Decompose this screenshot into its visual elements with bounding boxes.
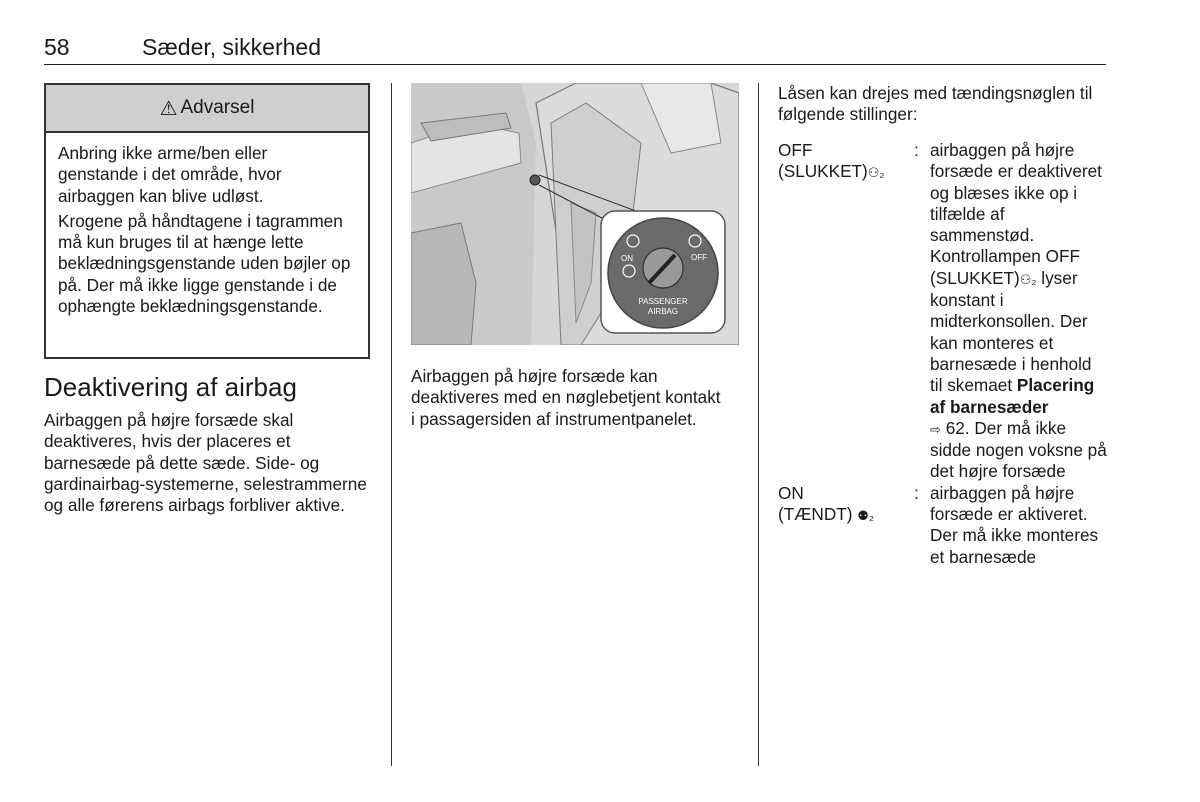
airbag-off-icon: ⚇₂ [867, 165, 885, 181]
description-off: airbaggen på højre forsæde er deaktiveret og blæses ikke op i tilfælde af sammenstød. Kontrollampen OFF (SLUKKET)⚇₂ lyser konstant i midterkonsollen. Der kan monteres et barnesæde i henhold til skemaet Placering af barnesæder ⇨ 62. Der må ikke sidde nogen voksne på det højre forsæde [930, 140, 1107, 482]
position-on-row [778, 483, 1108, 568]
warning-body [46, 133, 368, 317]
warning-header [46, 85, 368, 133]
colon: : [914, 140, 919, 160]
term-off: OFF (SLUKKET)⚇₂ [778, 140, 885, 182]
colon: : [914, 482, 919, 503]
section-title: Sæder, sikkerhed [142, 34, 321, 60]
switch-off-label: OFF [691, 253, 707, 262]
page-reference-arrow-icon: ⇨ [930, 421, 941, 437]
switch-on-label: ON [621, 254, 633, 263]
body-paragraph: Airbaggen på højre forsæde skal deaktiveres, hvis der placeres et barnesæde på dette sæde. Side- og gardinairbag-systemerne, selestrammerne og alle førerens airbags forbliver aktive. [44, 410, 367, 516]
column-divider [758, 83, 759, 766]
switch-label-line2: AIRBAG [647, 307, 679, 316]
term-on: ON (TÆNDT) ⚉₂ [778, 482, 874, 525]
airbag-off-icon: ⚇₂ [1019, 271, 1037, 287]
column-divider [391, 83, 392, 766]
warning-paragraph: Anbring ikke arme/ben eller genstande i det område, hvor airbaggen kan blive udløst. [58, 143, 282, 206]
page-number: 58 [44, 34, 70, 60]
warning-box [44, 83, 370, 359]
cross-reference-title: Placering af barnesæder [930, 375, 1095, 417]
switch-label-line1: PASSENGER [638, 297, 688, 306]
page-reference-number: 62 [945, 417, 965, 438]
position-list [778, 140, 1108, 568]
warning-title: Advarsel [180, 97, 255, 118]
car-interior-drawing [411, 83, 739, 345]
warning-triangle-icon: ⚠ [159, 97, 178, 120]
airbag-on-icon: ⚉₂ [857, 508, 874, 524]
page-header [44, 34, 1106, 65]
figure-caption: Airbaggen på højre forsæde kan deaktiveres med en nøglebetjent kontakt i passagersiden af instrumentpanelet. [411, 366, 721, 429]
warning-paragraph: Krogene på håndtagene i tagrammen må kun bruges til at hænge lette beklædningsgenstande uden bøjler op på. Der må ikke ligge genstande i de ophængte beklædningsgenstande. [58, 210, 351, 317]
description-on: airbaggen på højre forsæde er aktiveret. Der må ikke monteres et barnesæde [930, 482, 1099, 567]
position-off-row [778, 140, 1108, 483]
intro-paragraph: Låsen kan drejes med tændingsnøglen til følgende stillinger: [778, 83, 1093, 125]
subsection-heading: Deaktivering af airbag [44, 372, 297, 402]
airbag-switch-illustration [411, 83, 739, 345]
